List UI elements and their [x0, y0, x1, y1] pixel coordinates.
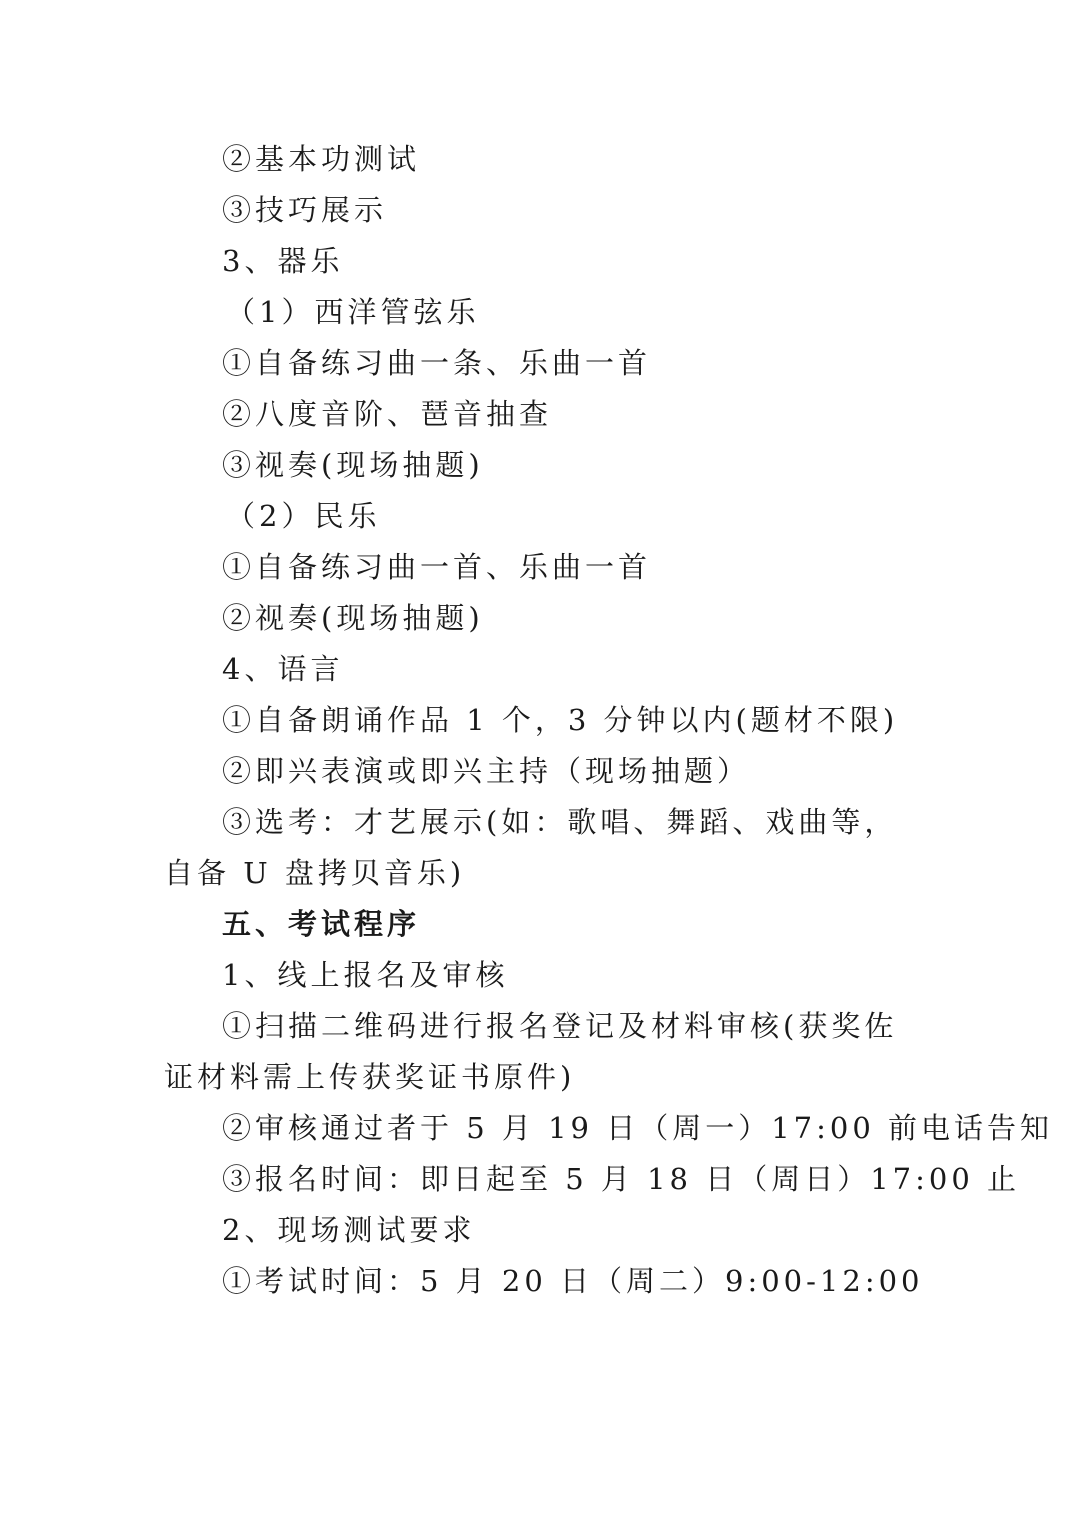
- section-heading-exam-procedure: 五、考试程序: [222, 907, 421, 941]
- item-exam-time: ①考试时间：5 月 20 日（周二）9:00-12:00: [222, 1264, 924, 1298]
- item-technique-showcase: ③技巧展示: [222, 193, 388, 227]
- item-folk-etude-and-piece: ①自备练习曲一首、乐曲一首: [222, 550, 652, 584]
- item-sight-reading: ③视奏(现场抽题): [222, 448, 484, 482]
- item-registration-deadline: ③报名时间：即日起至 5 月 18 日（周日）17:00 止: [222, 1162, 1021, 1196]
- heading-online-registration: 1、线上报名及审核: [222, 958, 509, 992]
- item-improvisation: ②即兴表演或即兴主持（现场抽题）: [222, 754, 751, 788]
- heading-onsite-test: 2、现场测试要求: [222, 1213, 476, 1247]
- item-review-notification: ②审核通过者于 5 月 19 日（周一）17:00 前电话告知: [222, 1111, 1054, 1145]
- item-scan-qr-code: ①扫描二维码进行报名登记及材料审核(获奖佐证材料需上传获奖证书原件): [164, 1009, 898, 1094]
- heading-language: 4、语言: [222, 652, 344, 686]
- item-scales-arpeggios: ②八度音阶、琶音抽查: [222, 397, 553, 431]
- item-recitation: ①自备朗诵作品 1 个，3 分钟以内(题材不限): [222, 703, 899, 737]
- item-basic-skills-test: ②基本功测试: [222, 142, 421, 176]
- subheading-western-orchestral: （1）西洋管弦乐: [226, 295, 480, 329]
- item-etude-and-piece: ①自备练习曲一条、乐曲一首: [222, 346, 652, 380]
- item-folk-sight-reading: ②视奏(现场抽题): [222, 601, 484, 635]
- document-body: [164, 134, 1054, 1307]
- item-optional-talent: ③选考：才艺展示(如：歌唱、舞蹈、戏曲等，自备 U 盘拷贝音乐): [164, 805, 898, 890]
- heading-instrumental: 3、器乐: [222, 244, 344, 278]
- subheading-folk-music: （2）民乐: [226, 499, 381, 533]
